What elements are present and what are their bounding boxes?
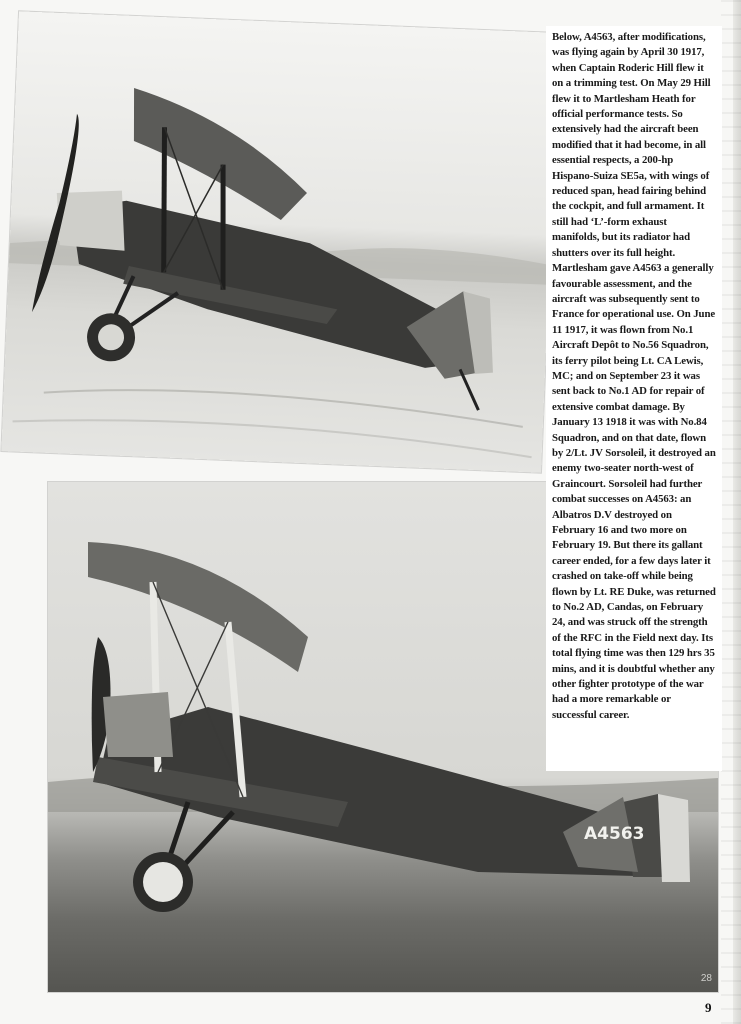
caption-text: Below, A4563, after modifications, was flying again by April 30 1917, when Captain Roderic Hill flew it on a trimming test. On May 29 Hill flew it to Martlesham Heath for official performance tests. So extensively had the aircraft been modified that it had become, in all essential respects, a 200-hp Hispano-Suiza SE5a, with wings of reduced span, head fairing behind the cockpit, and full armament. It still had ‘L’-form exhaust manifolds, but its radiator had shutters over its full height. Martlesham gave A4563 a generally favourable assessment, and the aircraft was subsequently sent to France for operational use. On June 11 1917, it was flown from No.1 Aircraft Depôt to No.56 Squadron, its ferry pilot being Lt. CA Lewis, MC; and on September 23 it was sent back to No.1 AD for repair of extensive combat damage. By January 13 1918 it was with No.84 Squadron, and on that date, flown by 2/Lt. JV Sorsoleil, it destroyed an enemy two-seater north-west of Graincourt. Sorsoleil had further combat successes on A4563: an Albatros D.V destroyed on February 16 and two more on February 19. But there its gallant career ended, for a few days later it crashed on take-off while being flown by Lt. RE Duke, was returned to No.2 AD, Candas, on February 24, and was struck off the strength of the RFC in the Field next day. Its total flying time was then 129 hrs 35 mins, and it is doubtful whether any other fighter prototype of the war had a more remarkable or successful career. [546,26,722,771]
bleed-through-text [721,0,741,1024]
top-photo-biplane-drawing [1,11,558,472]
top-photo [1,11,558,472]
serial-marking: A4563 [584,824,645,844]
photo-number: 28 [700,973,712,984]
page-number: 9 [705,1000,712,1015]
